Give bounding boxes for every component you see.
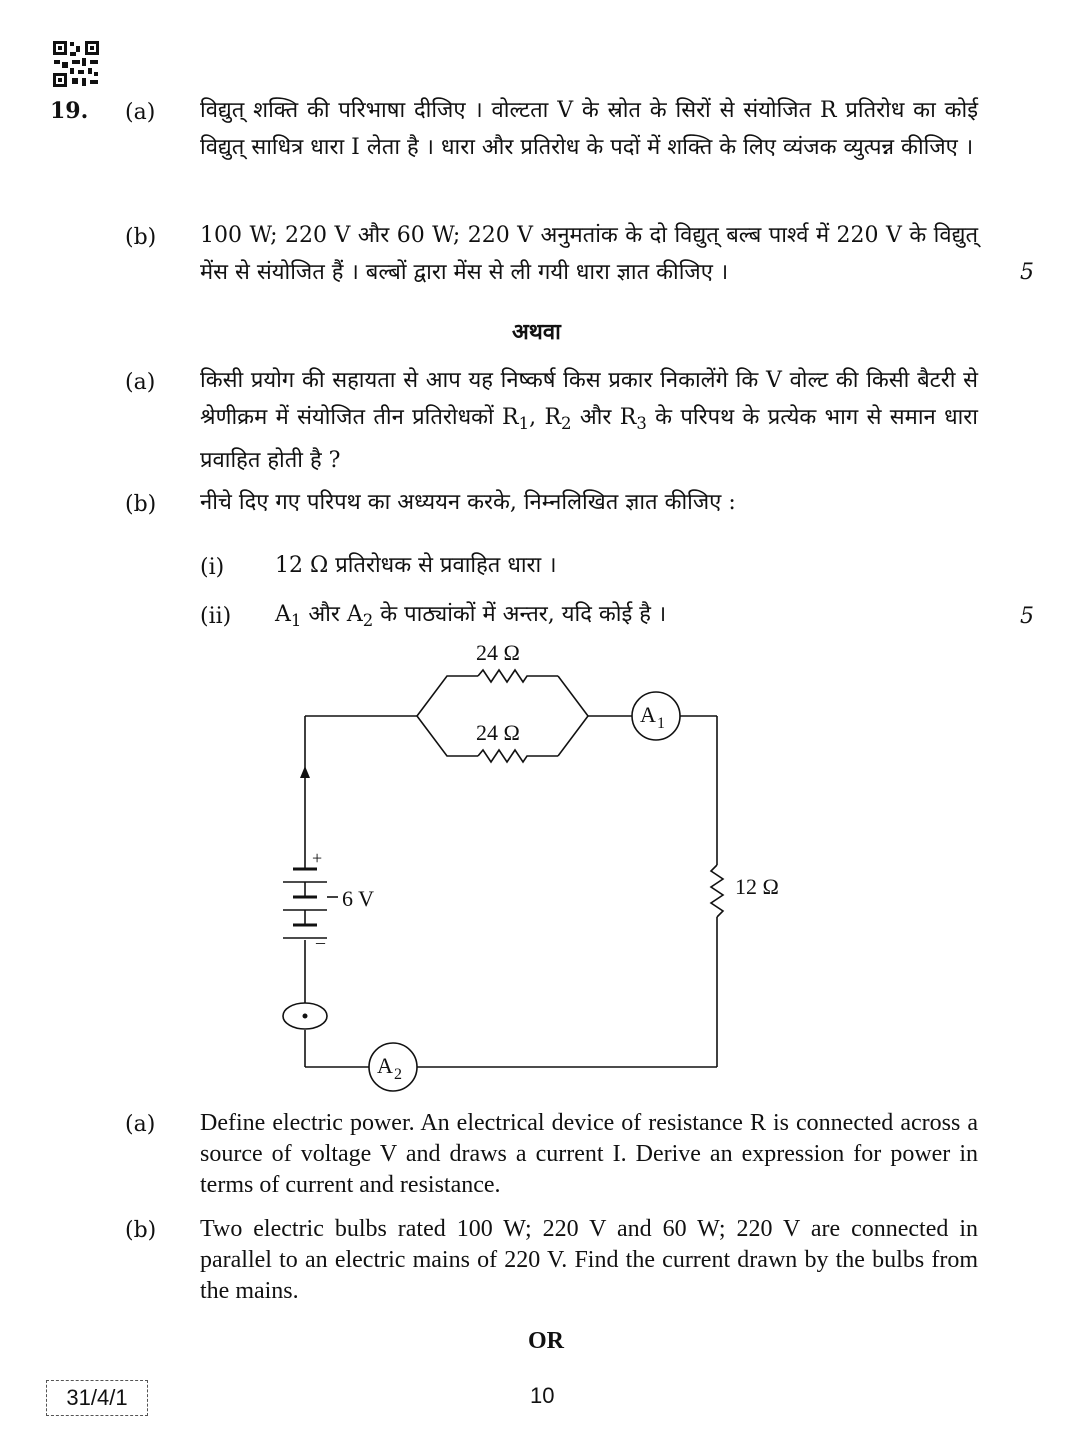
english-a-text: Define electric power. An electrical device of resistance R is connected across a source of voltage V and draws a current I. Derive an expression for power in terms of current and resistance. bbox=[200, 1110, 978, 1198]
label-r-bottom: 24 Ω bbox=[476, 720, 520, 745]
label-r-top: 24 Ω bbox=[476, 640, 520, 665]
hindi-a-label: (a) bbox=[125, 100, 156, 125]
wire bbox=[417, 716, 478, 756]
page-number: 10 bbox=[530, 1383, 555, 1408]
wire bbox=[558, 716, 588, 756]
label-a1: A bbox=[640, 702, 656, 727]
or-heading-english: OR bbox=[528, 1328, 564, 1354]
marks-hindi: 5 bbox=[1020, 260, 1034, 285]
sub-ii-text: $A_1$ और $A_2$ के पाठ्यांकों में अन्तर, यदि कोई है । bbox=[275, 602, 667, 630]
hindi-a-text: विद्युत् शक्ति की परिभाषा दीजिए । वोल्टता V के स्रोत के सिरों से संयोजित R प्रतिरोध का कोई विद्युत् साधित्र धारा I लेता है । धारा और प्रतिरोध के पदों में शक्ति के लिए व्यंजक व्युत्पन्न कीजिए । bbox=[200, 98, 978, 160]
key bbox=[283, 1003, 327, 1029]
or-heading-hindi: अथवा bbox=[512, 319, 561, 345]
hindi-b-label: (b) bbox=[125, 225, 157, 250]
label-r-right: 12 Ω bbox=[735, 874, 779, 899]
english-b-label: (b) bbox=[125, 1218, 157, 1243]
question-number: 19. bbox=[50, 98, 89, 124]
marks-hindi-or: 5 bbox=[1020, 604, 1034, 629]
label-a2: A bbox=[377, 1053, 393, 1078]
sub-i-text: 12 Ω प्रतिरोधक से प्रवाहित धारा । bbox=[275, 553, 557, 578]
resistor-24-bottom bbox=[478, 750, 558, 762]
or-a-text: किसी प्रयोग की सहायता से आप यह निष्कर्ष किस प्रकार निकालेंगे कि V वोल्ट की किसी बैटरी से श्रेणीक्रम में संयोजित तीन प्रतिरोधकों $R_1$, $R_2$ और $R_3$ के परिपथ के प्रत्येक भाग से समान धारा प्रवाहित होती है ? bbox=[200, 368, 978, 473]
label-minus: – bbox=[316, 932, 325, 952]
label-plus: + bbox=[312, 848, 323, 868]
or-a-label: (a) bbox=[125, 370, 156, 395]
label-a2-sub: 2 bbox=[394, 1066, 402, 1083]
or-b-text: नीचे दिए गए परिपथ का अध्ययन करके, निम्नलिखित ज्ञात कीजिए : bbox=[200, 490, 736, 515]
ammeter-a1 bbox=[632, 692, 680, 740]
label-a1-sub: 1 bbox=[657, 715, 665, 732]
sub-ii-label: (ii) bbox=[200, 604, 232, 629]
arrow-icon bbox=[300, 766, 310, 778]
english-a-label: (a) bbox=[125, 1112, 156, 1137]
paper-code: 31/4/1 bbox=[46, 1380, 148, 1416]
english-b-text: Two electric bulbs rated 100 W; 220 V and 60 W; 220 V are connected in parallel to an electric mains of 220 V. Find the current drawn by the bulbs from the mains. bbox=[200, 1216, 978, 1304]
hindi-b-text: 100 W; 220 V और 60 W; 220 V अनुमतांक के दो विद्युत् बल्ब पार्श्व में 220 V के विद्युत् मेंस से संयोजित हैं । बल्बों द्वारा मेंस से ली गयी धारा ज्ञात कीजिए । bbox=[200, 223, 978, 285]
qr-code bbox=[52, 40, 100, 88]
wire bbox=[558, 676, 588, 716]
resistor-12 bbox=[711, 865, 723, 917]
label-battery: 6 V bbox=[342, 886, 374, 911]
wire bbox=[417, 676, 478, 716]
key-dot bbox=[303, 1014, 308, 1019]
ammeter-a2 bbox=[369, 1043, 417, 1091]
resistor-24-top bbox=[478, 670, 558, 682]
or-b-label: (b) bbox=[125, 492, 157, 517]
sub-i-label: (i) bbox=[200, 555, 225, 580]
